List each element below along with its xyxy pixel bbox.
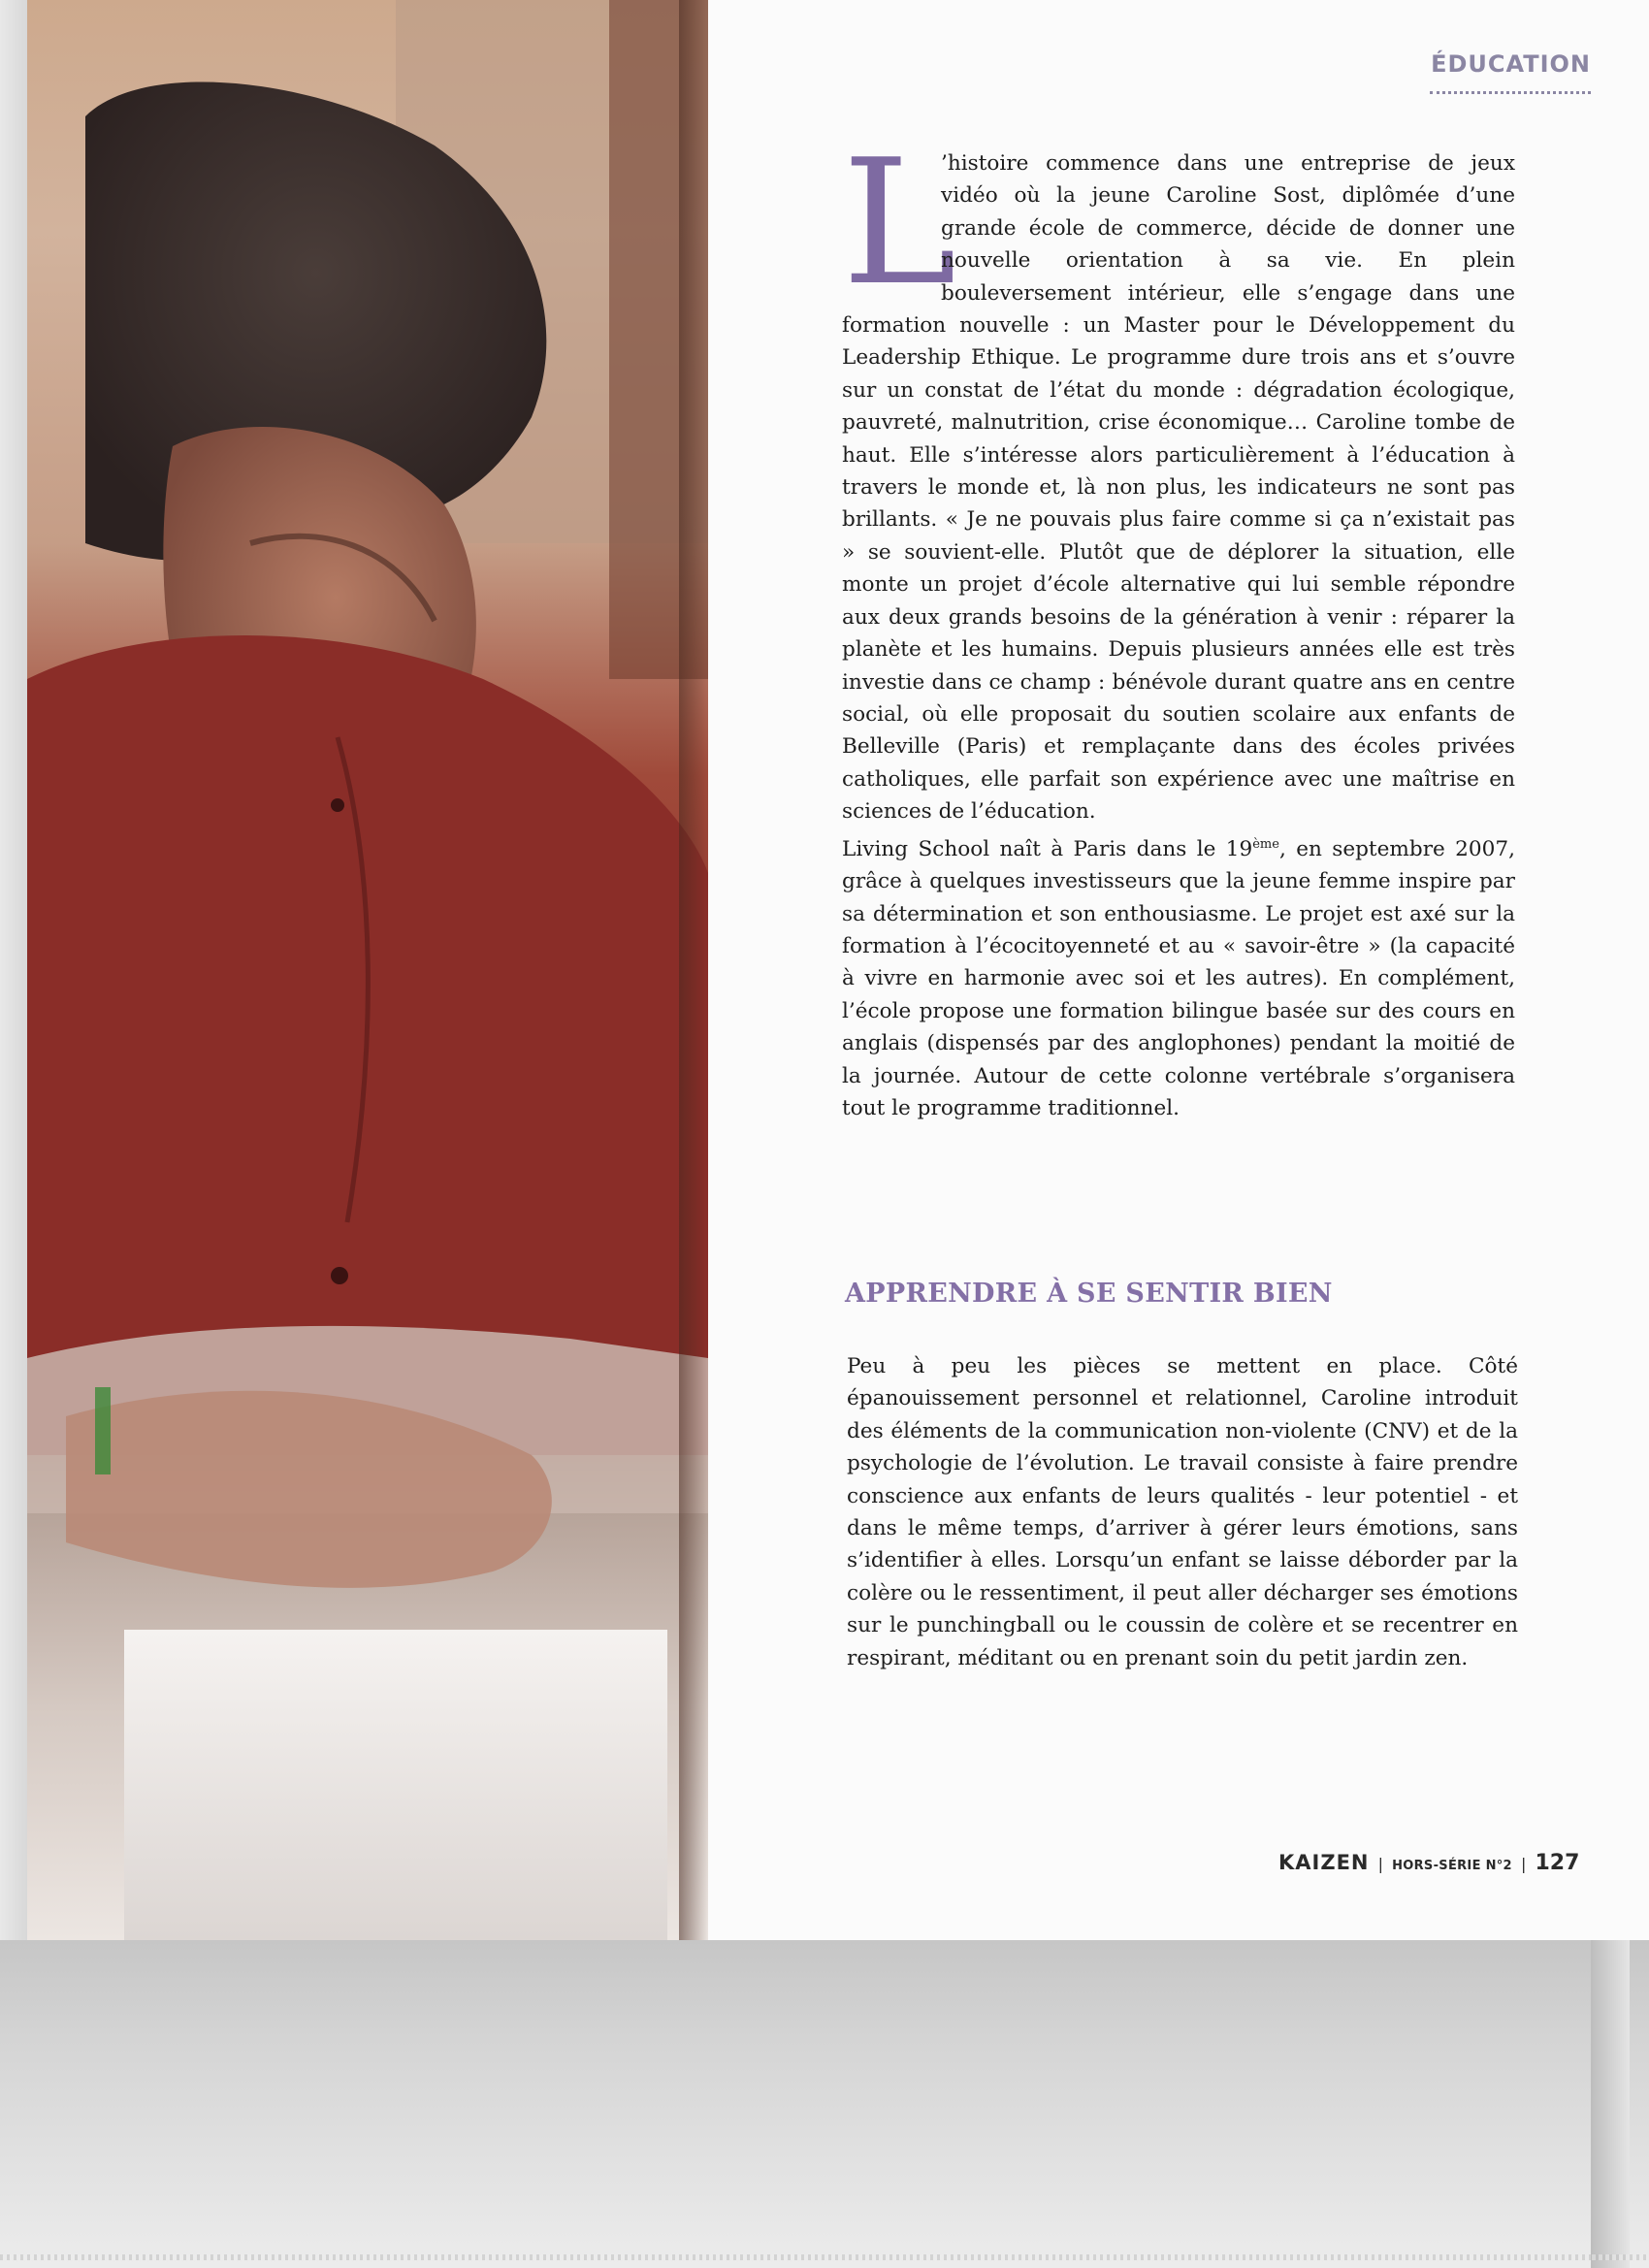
section-rule [1430,91,1591,94]
article-body-continued [847,1350,1518,1674]
article-body [842,122,1515,1124]
section-tag: ÉDUCATION [1431,50,1591,78]
photo-edge-shadow [679,0,708,1940]
paragraph-2-end: , en septembre 2007, grâce à quelques investisseurs que la jeune femme inspire par sa détermination et son enthousiasme. Le projet est axé sur la formation à l’écocitoyenneté et au « savoir-être » (la capacité à vivre en harmonie avec soi et les autres). En complément, l’école propose une formation bilingue basée sur des cours en anglais (dispensés par des anglophones) pendant la moitié de la journée. Autour de cette colonne vertébrale s’organisera tout le programme traditionnel. [842,836,1515,1120]
drop-cap: L [842,122,957,323]
page-footer [1278,1851,1580,1875]
footer-separator-2: | [1521,1855,1527,1873]
scanner-shadow [0,1940,1649,2268]
magazine-brand: KAIZEN [1278,1851,1370,1874]
scanner-edge-strip [1591,1940,1630,2268]
article-photo [27,0,708,1940]
footer-separator-1: | [1377,1855,1383,1873]
paragraph-2-start: Living School naît à Paris dans le 19 [842,836,1253,861]
scan-left-margin [0,0,27,1940]
page-number: 127 [1535,1851,1580,1875]
subheading: APPRENDRE À SE SENTIR BIEN [845,1279,1333,1309]
paragraph-3: Peu à peu les pièces se mettent en place. Côté épanouissement personnel et relationnel, Caroline introduit des éléments de la communication non-violente (CNV) et de la psychologie de l’évolution. Le travail consiste à faire prendre conscience aux enfants de leurs qualités - leur potentiel - et dans le même temps, d’arriver à gérer leurs émotions, sans s’identifier à elles. Lorsqu’un enfant se laisse déborder par la colère ou le ressentiment, il peut aller décharger ses émotions sur le punchingball ou le coussin de colère et se recentrer en respirant, méditant ou en prenant soin du petit jardin zen. [847,1354,1518,1670]
paragraph-2 [842,828,1515,1125]
issue-label: HORS-SÉRIE N°2 [1392,1859,1512,1873]
photo-illustration [27,0,708,1940]
paragraph-1: ’histoire commence dans une entreprise de jeux vidéo où la jeune Caroline Sost, diplômée d’une grande école de commerce, décide de donner une nouvelle orientation à sa vie. En plein bouleversement intérieur, elle s’engage dans une formation nouvelle : un Master pour le Développement du Leadership Ethique. Le programme dure trois ans et s’ouvre sur un constat de l’état du monde : dégradation écologique, pauvreté, malnutrition, crise économique… Caroline tombe de haut. Elle s’intéresse alors particulièrement à l’éducation à travers le monde et, là non plus, les indicateurs ne sont pas brillants. « Je ne pouvais plus faire comme si ça n’existait pas » se souvient-elle. Plutôt que de déplorer la situation, elle monte un projet d’école alternative qui lui semble répondre aux deux grands besoins de la génération à venir : réparer la planète et les humains. Depuis plusieurs années elle est très investie dans ce champ : bénévole durant quatre ans en centre social, où elle proposait du soutien scolaire aux enfants de Belleville (Paris) et remplaçante dans des écoles privées catholiques, elle parfait son expérience avec une maîtrise en sciences de l’éducation. [842,151,1515,825]
scanner-bottom-line [0,2254,1649,2260]
paragraph-2-superscript: ème [1252,836,1279,852]
